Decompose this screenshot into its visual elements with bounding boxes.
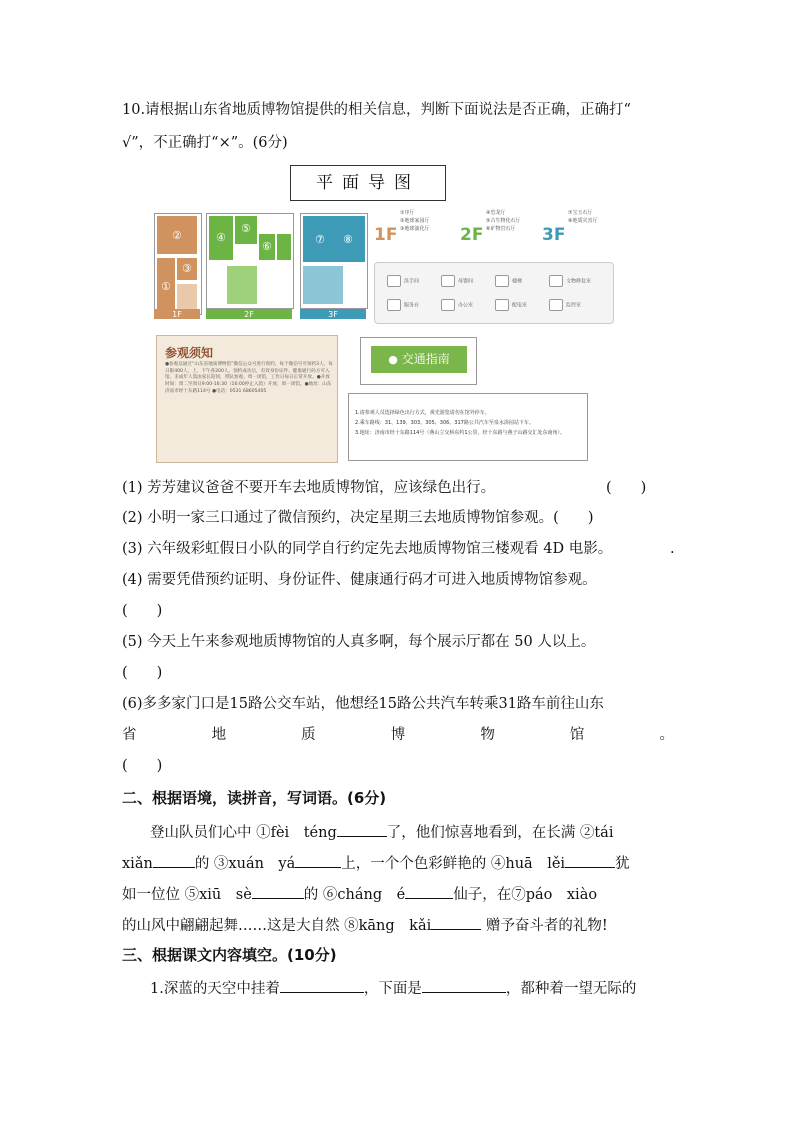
blank-2[interactable] [153, 851, 195, 868]
room-5: ⑤ [241, 222, 251, 235]
item-2-answer-box[interactable]: ( ) [553, 510, 594, 526]
item-6-answer-box[interactable]: ( ) [122, 758, 163, 774]
legend-3f-label: 3F [542, 225, 566, 245]
room-8: ⑧ [343, 233, 353, 246]
item-1-answer-box[interactable]: ( ) [606, 480, 647, 496]
legend-3f: ⑦宝玉石厅 ⑧地质灾害厅 [568, 210, 598, 224]
floor-label-1f: 1F [172, 310, 182, 319]
room-4: ④ [216, 231, 226, 244]
floor-plan-1f [154, 213, 202, 315]
blank-1[interactable] [337, 820, 387, 837]
question-10-line1: 10.请根据山东省地质博物馆提供的相关信息，判断下面说法是否正确，正确打“ [122, 102, 631, 118]
blank-3[interactable] [295, 851, 341, 868]
office-icon: 办公室 [441, 299, 473, 311]
blank-4[interactable] [565, 851, 615, 868]
item-4: (4) 需要凭借预约证明、身份证件、健康通行码才可进入地质博物馆参观。 [122, 572, 597, 588]
item-3: (3) 六年级彩虹假日小队的同学自行约定先去地质博物馆三楼观看 4D 电影。 . [122, 541, 675, 557]
route-line-1: 1.请参观人员选择绿色出行方式，观光游览请勿在馆外停车。 [355, 410, 490, 416]
section-2-line-1: 登山队员们心中 ①fèi téng 了，他们惊喜地看到，在长满 ②tái [150, 820, 674, 843]
museum-figure [150, 163, 620, 465]
visit-notice-title: 参观须知 [165, 346, 214, 360]
room-2: ② [172, 229, 182, 242]
visit-notice [156, 335, 338, 463]
stairs-icon: 楼梯 [495, 275, 522, 287]
legend-2f: ④恐龙厅 ⑤古生物化石厅 ⑥矿物岩石厅 [486, 210, 521, 232]
room-6: ⑥ [262, 240, 272, 253]
traffic-guide [360, 337, 477, 385]
section-3-line-1: 1.深蓝的天空中挂着 ，下面是 ，都种着一望无际的 [150, 976, 674, 999]
traffic-guide-button: ● 交通指南 [371, 346, 467, 373]
section-3-heading: 三、根据课文内容填空。(10分) [122, 946, 337, 964]
blank-5[interactable] [252, 882, 304, 899]
section-2-line-3: 如一位位 ⑤xiū sè 的 ⑥cháng é 仙子，在⑦páo xiào [122, 882, 674, 905]
fill-blank-1[interactable] [280, 976, 364, 993]
location-pin-icon: ● [388, 353, 398, 366]
item-2: (2) 小明一家三口通过了微信预约，决定星期三去地质博物馆参观。( ) [122, 510, 594, 526]
route-line-2: 2.乘车路线：31、139、303、305、306、317路公共汽车至泉水浴园站下车。 [355, 420, 534, 426]
monitor-room-icon: 监控室 [549, 299, 581, 311]
power-room-icon: 配电室 [495, 299, 527, 311]
blank-6[interactable] [405, 882, 453, 899]
floor-label-3f: 3F [328, 310, 338, 319]
legend-2f-label: 2F [460, 225, 484, 245]
route-line-3: 3.地址：济南市经十东路114号（燕山立交桥东约1公里，经十东路与燕子山路交汇处东南角）。 [355, 430, 565, 436]
section-2-line-4: 的山风中翩翩起舞……这是大自然 ⑧kāng kǎi 赠予奋斗者的礼物! [122, 913, 674, 936]
fill-blank-2[interactable] [422, 976, 506, 993]
restroom-icon: 洗手间 [387, 275, 419, 287]
section-2-line-2: xiǎn 的 ③xuán yá 上，一个个色彩鲜艳的 ④huā lěi 犹 [122, 851, 674, 874]
floor-plan-3f [300, 213, 368, 309]
facility-icon-panel [374, 262, 614, 324]
figure-title: 平面导图 [290, 165, 446, 201]
visit-notice-text: ●参观以通过“山东省地质博物馆”微信公众号进行预约，每个微信号可预约3人，每日限400人，上、下午各200人。预约成功后，有效身份证件、健康通行码方可入馆。未成年人需由家长陪同，带队参观。周一闭馆，工作日每日正常开放。●开放时间：周二至周日9:00-16:30（16:00停止入馆）开放，周一闭馆。●地址：山东济南市经十东路114号 ●电话：0531 68605405 [165, 362, 333, 394]
room-3: ③ [182, 262, 192, 275]
item-4-answer-box[interactable]: ( ) [122, 603, 163, 619]
blank-8[interactable] [431, 913, 481, 930]
item-1: (1) 芳芳建议爸爸不要开车去地质博物馆，应该绿色出行。 ( ) [122, 480, 647, 496]
item-6-continued: 省 地 质 博 物 馆 。 [122, 727, 674, 743]
item-3-answer-box[interactable]: . [670, 541, 675, 557]
item-5-answer-box[interactable]: ( ) [122, 665, 163, 681]
nursing-room-icon: 母婴间 [441, 275, 473, 287]
section-2-heading: 二、根据语境，读拼音，写词语。(6分) [122, 789, 387, 807]
restoration-room-icon: 文物修复室 [549, 275, 591, 287]
service-desk-icon: 服务台 [387, 299, 419, 311]
floor-plan-2f [206, 213, 294, 309]
floor-label-2f: 2F [244, 310, 254, 319]
item-6: (6)多多家门口是15路公交车站，他想经15路公共汽车转乘31路车前往山东 [122, 696, 604, 712]
legend-1f-label: 1F [374, 225, 398, 245]
room-7: ⑦ [315, 233, 325, 246]
item-5: (5) 今天上午来参观地质博物馆的人真多啊，每个展示厅都在 50 人以上。 [122, 634, 596, 650]
route-info [348, 393, 588, 461]
legend-1f: ①序厅 ②地球家园厅 ③地球演化厅 [400, 210, 430, 232]
room-1: ① [161, 280, 171, 293]
question-10-line2: √”，不正确打“×”。(6分) [122, 135, 288, 151]
